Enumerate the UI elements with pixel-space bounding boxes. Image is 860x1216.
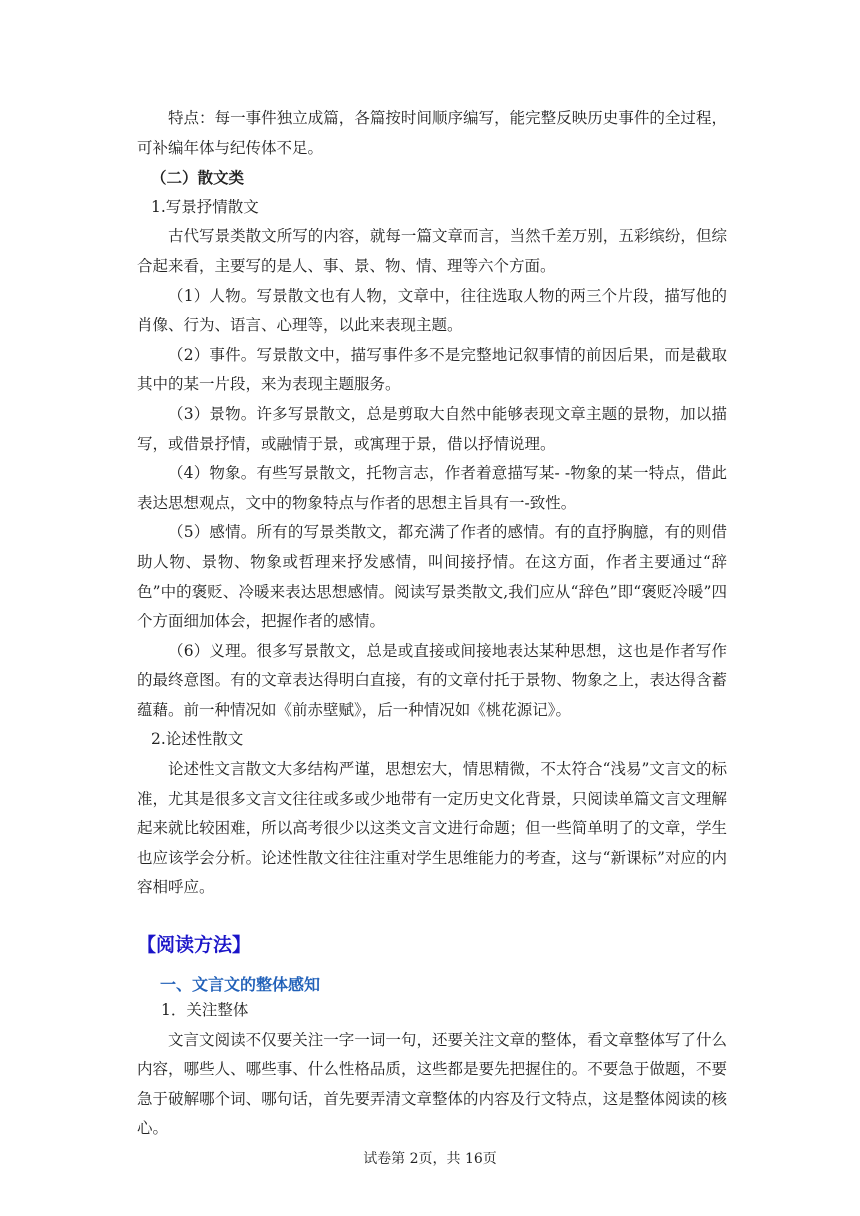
subheading-focus-overall: 1．关注整体 [161, 1001, 249, 1019]
subheading-argumentative-prose: 2.论述性散文 [151, 730, 244, 749]
subheading-landscape-prose: 1.写景抒情散文 [151, 197, 259, 216]
content-method [137, 996, 727, 1144]
paragraph-reason: （6）义理。很多写景散文，总是或直接或间接地表达某种思想，这也是作者写作的最终意图。有的文章表达得明白直接，有的文章付托于景物、物象之上，表达得含蓄蕴藉。前一种情况如《前赤壁赋》，后一种情况如《桃花源记》。 [137, 641, 727, 719]
section-heading-overall-perception: 一、文言文的整体感知 [160, 975, 321, 994]
page-footer: 试卷第 2页，共 16页 [363, 1151, 497, 1167]
paragraph-characters: （1）人物。写景散文也有人物，文章中，往往选取人物的两三个片段，描写他的肖像、行为、语言、心理等，以此来表现主题。 [137, 286, 727, 335]
heading-prose: （二）散文类 [151, 168, 245, 188]
paragraph-features: 特点：每一事件独立成篇，各篇按时间顺序编写，能完整反映历史事件的全过程，可补编年体与纪传体不足。 [137, 109, 727, 157]
reading-method-heading: 【阅读方法】 [137, 934, 252, 956]
paragraph-emotion: （5）感情。所有的写景类散文，都充满了作者的感情。有的直抒胸臆，有的则借助人物、景物、物象或哲理来抒发感情，叫间接抒情。在这方面，作者主要通过“辞色”中的褒贬、冷暖来表达思想感情。阅读写景类散文,我们应从“辞色”即“褒贬冷暖”四个方面细加体会，把握作者的感情。 [137, 523, 727, 631]
paragraph-scenery: （3）景物。许多写景散文，总是剪取大自然中能够表现文章主题的景物，加以描写，或借景抒情，或融情于景，或寓理于景，借以抒情说理。 [137, 404, 727, 453]
paragraph-events: （2）事件。写景散文中，描写事件多不是完整地记叙事情的前因后果，而是截取其中的某一片段，来为表现主题服务。 [137, 345, 727, 394]
paragraph-objects: （4）物象。有些写景散文，托物言志，作者着意描写某- -物象的某一特点，借此表达思想观点，文中的物象特点与作者的思想主旨具有一-致性。 [137, 464, 727, 512]
paragraph-focus-overall: 文言文阅读不仅要关注一字一词一句，还要关注文章的整体，看文章整体写了什么内容，哪些人、哪些事、什么性格品质，这些都是要先把握住的。不要急于做题，不要急于破解哪个词、哪句话，首先要弄清文章整体的内容及行文特点，这是整体阅读的核心。 [137, 1030, 727, 1138]
paragraph-argumentative: 论述性文言散文大多结构严谨，思想宏大，情思精微，不太符合“浅易”文言文的标准，尤其是很多文言文往往或多或少地带有一定历史文化背景，只阅读单篇文言文理解起来就比较困难，所以高考很少以这类文言文进行命题；但一些简单明了的文章，学生也应该学会分析。论述性散文往往注重对学生思维能力的考查，这与“新课标”对应的内容相呼应。 [137, 760, 727, 897]
paragraph-landscape-intro: 古代写景类散文所写的内容，就每一篇文章而言，当然千差万别，五彩缤纷，但综合起来看，主要写的是人、事、景、物、情、理等六个方面。 [137, 227, 727, 275]
content-top [137, 104, 727, 903]
